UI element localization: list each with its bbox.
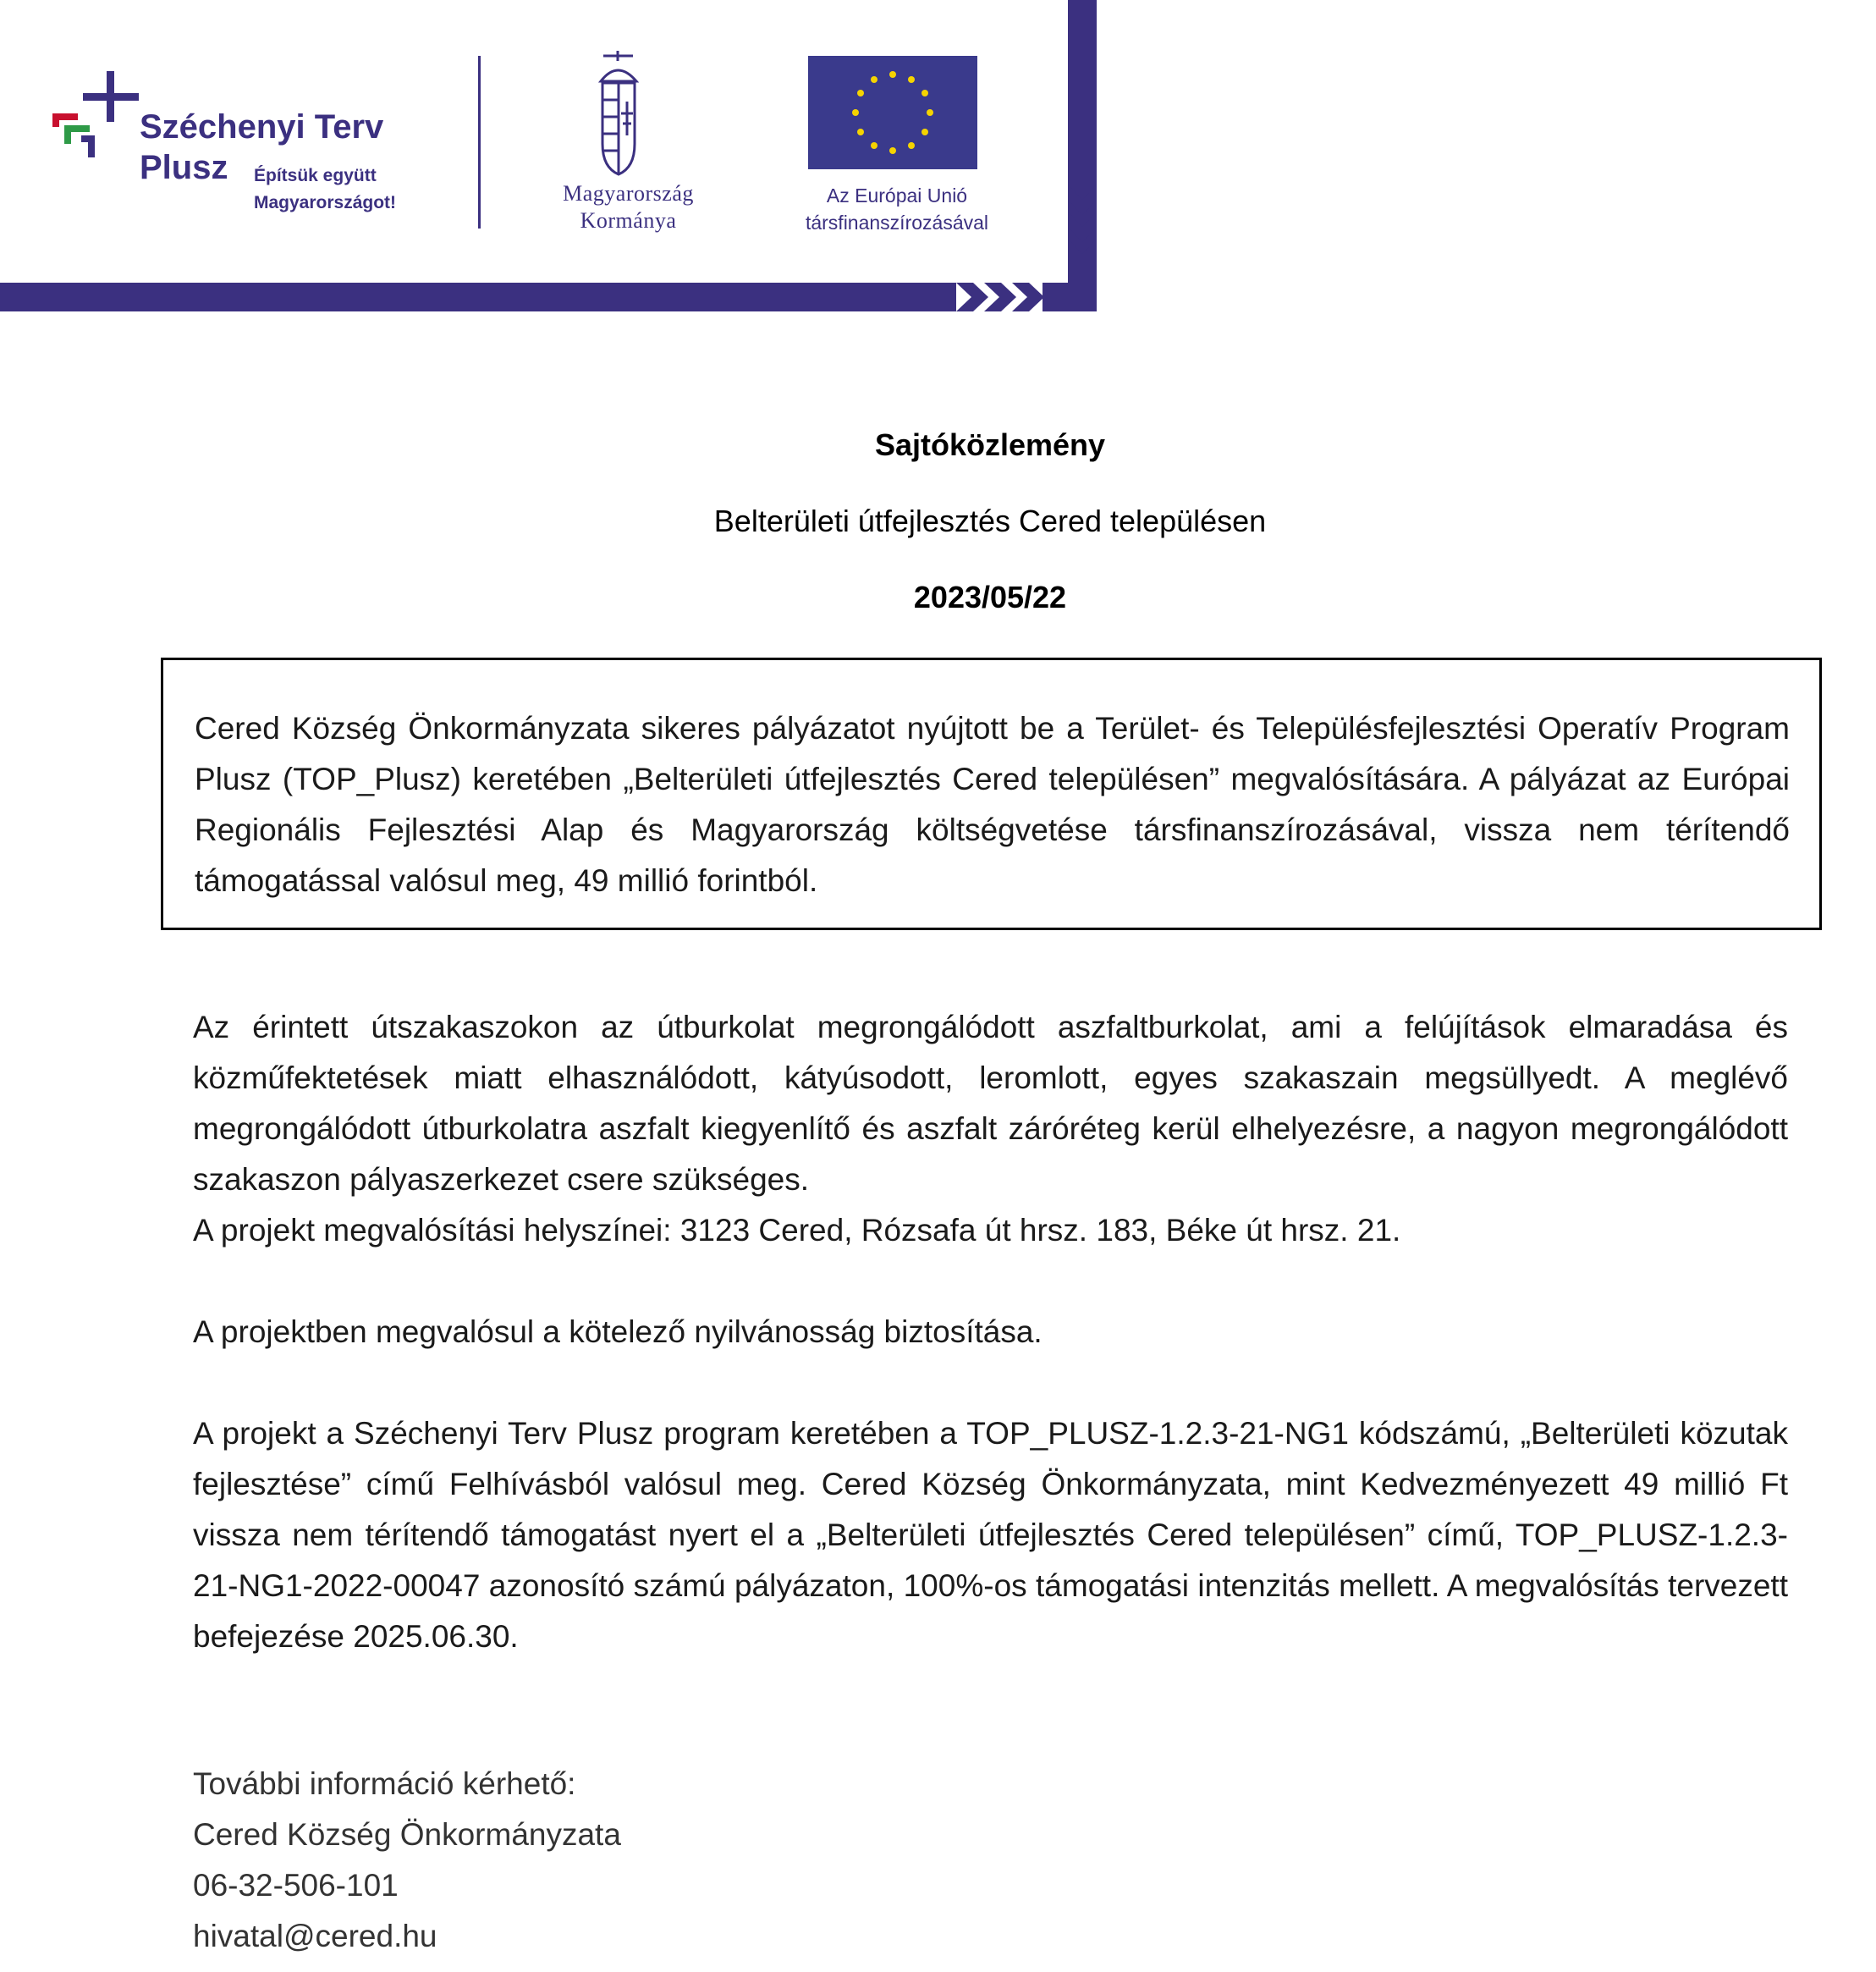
document-subtitle: Belterületi útfejlesztés Cered településen (713, 504, 1267, 538)
slogan-line-2: Magyarországot! (254, 193, 397, 212)
paragraph-publicity: A projektben megvalósul a kötelező nyilvánosság biztosítása. (193, 1314, 1043, 1349)
document-title: Sajtóközlemény (874, 427, 1106, 462)
document-date: 2023/05/22 (913, 580, 1067, 614)
eu-line-1: Az Európai Unió (826, 185, 968, 207)
szechenyi-logo-icon (56, 71, 139, 157)
eu-line-2: társfinanszírozásával (805, 212, 989, 234)
contact-block (193, 1759, 621, 1962)
contact-phone: 06-32-506-101 (193, 1868, 399, 1903)
slogan-line-1: Építsük együtt (254, 166, 377, 185)
government-line-1: Magyarország (563, 181, 694, 206)
hungarian-coat-of-arms-icon (601, 51, 636, 174)
szechenyi-slogan (254, 162, 396, 217)
eu-flag-icon (808, 56, 977, 169)
contact-organization: Cered Község Önkormányzata (193, 1817, 621, 1852)
paragraph-road-condition: Az érintett útszakaszokon az útburkolat megrongálódott aszfaltburkolat, ami a felújítások elmaradása és közműfektetések miatt elhasználódott, kátyúsodott, leromlott, egyes szakaszain megsüllyedt. A meglévő megrongálódott útburkolatra aszfalt kiegyenlítő és aszfalt záróréteg kerül elhelyezésre, a nagyon megrongálódott szakaszon pályaszerkezet csere szükséges. (193, 1010, 1788, 1197)
header-banner (0, 0, 1100, 315)
summary-box (161, 658, 1822, 930)
summary-text: Cered Község Önkormányzata sikeres pályázatot nyújtott be a Terület- és Településfejlesztési Operatív Program Plusz (TOP_Plusz) keretében „Belterületi útfejlesztés Cered településen” megvalósítására. A pályázat az Európai Regionális Fejlesztési Alap és Magyarország költségvetése társfinanszírozásával, vissza nem térítendő támogatással valósul meg, 49 millió forintból. (195, 711, 1790, 898)
contact-heading: További információ kérhető: (193, 1766, 576, 1801)
government-line-2: Kormánya (580, 208, 677, 233)
paragraph-locations: A projekt megvalósítási helyszínei: 3123 Cered, Rózsafa út hrsz. 183, Béke út hrsz. 21. (193, 1213, 1401, 1248)
szechenyi-plusz: Plusz (140, 149, 228, 186)
eu-label (762, 182, 1032, 236)
contact-email: hivatal@cered.hu (193, 1919, 437, 1953)
szechenyi-title: Széchenyi Terv (140, 108, 384, 146)
government-label (525, 180, 732, 234)
paragraph-funding-details: A projekt a Széchenyi Terv Plusz program keretében a TOP_PLUSZ-1.2.3-21-NG1 kódszámú, „Belterületi közutak fejlesztése” című Felhívásból valósul meg. Cered Község Önkormányzata, mint Kedvezményezett 49 millió Ft vissza nem térítendő támogatást nyert el a „Belterületi útfejlesztés Cered településen” című, TOP_PLUSZ-1.2.3-21-NG1-2022-00047 azonosító számú pályázaton, 100%-os támogatási intenzitás mellett. A megvalósítás tervezett befejezése 2025.06.30. (193, 1416, 1788, 1654)
